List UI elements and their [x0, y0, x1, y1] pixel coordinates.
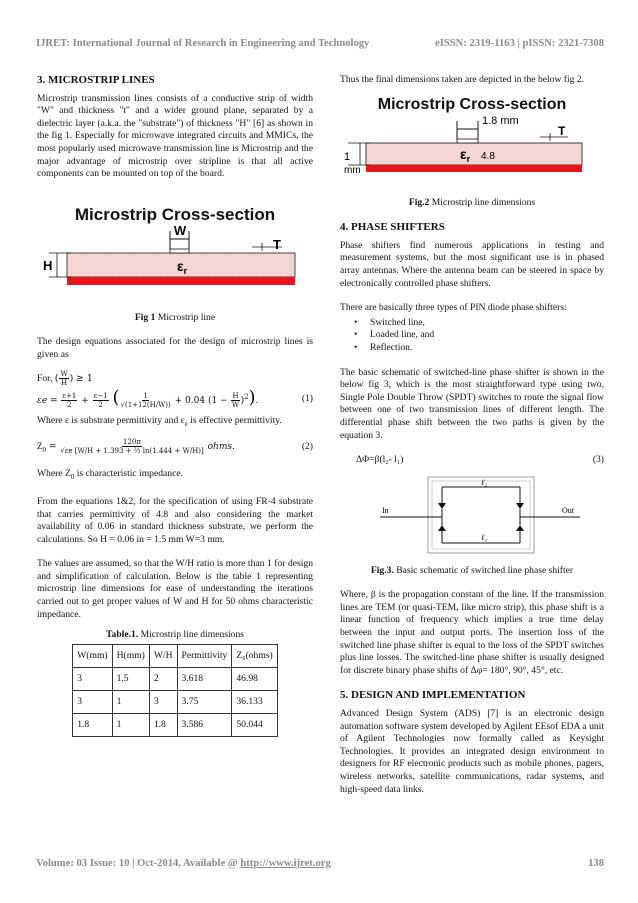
figure-2 — [340, 93, 604, 210]
fig3-in: In — [382, 505, 389, 515]
phase-shifter-types — [340, 317, 604, 355]
table-header: Permittivity — [177, 644, 232, 667]
table-cell: 1.5 — [112, 667, 149, 690]
sec4-paragraph-1: Phase shifters find numerous applications in testing and measurement systems, but the most significant use is in phased array antennas. Where the antenna beam can be steered in space by electronically controlled phase shifters. — [340, 239, 604, 289]
section-5-title: 5. DESIGN AND IMPLEMENTATION — [340, 689, 526, 702]
page-footer — [36, 858, 604, 869]
issn: eISSN: 2319-1163 | pISSN: 2321-7308 — [435, 38, 604, 49]
table-cell: 3.75 — [177, 690, 232, 713]
sec3-paragraph-2: The design equations associated for the design of microstrip lines is given as — [37, 336, 313, 360]
journal-link[interactable]: http://www.ijret.org — [240, 858, 331, 869]
figure-3 — [340, 473, 604, 578]
fig3-caption: Fig.3. Basic schematic of switched line phase shifter — [370, 564, 574, 576]
fig2-h1: 1 — [344, 150, 351, 163]
fig1-eps: $\varepsilon_r$ — [177, 257, 188, 276]
table-header: W/H — [149, 644, 177, 667]
table-cell: 46.98 — [232, 667, 277, 690]
table-header: H(mm) — [112, 644, 149, 667]
equation-1: εe = $\frac{\varepsilon+1}{2}$ + $\frac{\varepsilon-1}{2}$ ( $\frac{1}{√(1+12(H/W))}$ + 0.04 (1 − $\frac{H}{W}$ )$^2$). (1) — [37, 386, 313, 409]
table-cell: 3.618 — [177, 667, 232, 690]
table-1-caption: Table.1. Microstrip line dimensions — [106, 629, 244, 641]
page-header — [36, 38, 604, 49]
fig2-eps-value: 4.8 — [481, 150, 495, 162]
fig3-diagram — [340, 473, 604, 561]
fig2-caption: Fig.2 Microstrip line dimensions — [408, 196, 536, 208]
fig1-w-label: W — [173, 222, 187, 238]
journal-name: IJRET: International Journal of Research in Engineering and Technology — [36, 38, 370, 49]
fig1-caption: Fig 1 Microstrip line — [134, 311, 216, 323]
table-cell: 36.133 — [232, 690, 277, 713]
sec4-paragraph-3: The basic schematic of switched-line phase shifter is shown in the below fig 3, which is the most straightforward type using two, Single Pole Double Throw (SPDT) switches to route the signal flow between one of two transmission lines of different length. The differential phase shift between the two paths is given by the equation 3. — [340, 366, 604, 441]
sec3-paragraph-5: From the equations 1&2, for the specification of using FR-4 substrate that carries permittivity of 4.8 and also considering the market availability of 0.06 in standard thickness substrate, we perform the calculations. So H = 0.06 in = 1.5 mm W=3 mm. — [37, 495, 313, 545]
sec3-paragraph-6: The values are assumed, so that the W/H ratio is more than 1 for design and simplification of calculation. Below is the table 1 representing microstrip line dimensions for ease of understanding the iterations carried out to get proper values of W and H for 50 ohms characteristic impedance. — [37, 558, 313, 620]
table-row — [73, 667, 278, 690]
left-column — [37, 74, 313, 737]
equation-2: $Z_0$ = $\frac{120\pi}{\text{√εe [W/H + 1.393 + ⅔ ln(1.444 + W/H)]}}$ ohms. (2) — [37, 438, 313, 456]
fig2-eps: $\varepsilon_r$ — [460, 145, 471, 164]
fig2-w-label: 1.8 mm — [482, 114, 519, 127]
sec5-paragraph-1: Advanced Design System (ADS) [7] is an electronic design automation software system developed by Agilent EEsof EDA a unit of Agilent Technologies now formally called as Keysight Technologies. It provides an integrated design environment to designers for RF electronic products such as mobile phones, pagers, wireless networks, satellite communications, radar systems, and high-speed data links. — [340, 708, 604, 795]
table-1 — [72, 644, 278, 737]
sec4-paragraph-2: There are basically three types of PIN diode phase shifters: — [340, 302, 567, 314]
equation-3: ΔΦ=β(l₂- l₁) (3) — [356, 454, 604, 466]
table-cell: 1.8 — [149, 713, 177, 736]
list-item: • Switched line, — [370, 317, 604, 330]
table-cell: 1 — [112, 690, 149, 713]
footer-volume: Volume: 03 Issue: 10 | Oct-2014, Available @ http://www.ijret.org — [36, 858, 331, 869]
fig2-h2: mm — [344, 164, 361, 176]
table-row — [73, 713, 278, 736]
section-4-title: 4. PHASE SHIFTERS — [340, 221, 445, 234]
table-row — [73, 690, 278, 713]
list-item: • Reflection. — [370, 342, 604, 355]
fig2-diagram — [340, 93, 604, 181]
table-cell: 1 — [112, 713, 149, 736]
sec3-paragraph-3: Where ε is substrate permittivity and $\varepsilon_e$ is effective permittivity. — [37, 414, 282, 428]
table-header-row — [73, 644, 278, 667]
fig1-title: Microstrip Cross-section — [74, 204, 276, 224]
fig2-title: Microstrip Cross-section — [377, 95, 567, 113]
table-header: W(mm) — [73, 644, 112, 667]
right-column — [340, 74, 604, 796]
list-item: • Loaded line, and — [370, 329, 604, 342]
page-number: 138 — [588, 858, 604, 869]
right-paragraph-0: Thus the final dimensions taken are depicted in the below fig 2. — [340, 74, 585, 85]
fig3-l1: ℓ₁ — [481, 532, 488, 542]
table-header: Z₀(ohms) — [232, 644, 277, 667]
sec4-paragraph-4: Where, β is the propagation constant of the line. If the transmission lines are TEM (or quasi-TEM, like micro strip), this phase shift is a linear function of frequency which implies a true time delay between the input and output ports. The insertion loss of the switched line phase shifter is equal to the loss of the SPDT switches plus line losses. The switched-line phase shifter is usually designed for discrete binary phase shifts of Δφ= 180°, 90°, 45°, etc. — [340, 589, 604, 676]
sec3-paragraph-1: Microstrip transmission lines consists of a conductive strip of width "W" and thickness "t" and a wider ground plane, separated by a dielectric layer (a.k.a. the "substrate") of thickness "H" [6] as shown in the fig 1. Especially for microwave integrated circuits and MMICs, the most popularly used microwave transmission line is Microstrip and the major advantage of microstrip over stripline is that all active components can be mounted on top of the board. — [37, 92, 313, 180]
table-cell: 3.586 — [177, 713, 232, 736]
table-cell: 3 — [73, 667, 112, 690]
fig1-diagram — [37, 203, 313, 303]
table-cell: 1.8 — [73, 713, 112, 736]
sec3-paragraph-4: Where $Z_0$ is characteristic impedance. — [37, 468, 184, 482]
table-cell: 50.044 — [232, 713, 277, 736]
table-cell: 3 — [73, 690, 112, 713]
fig1-h-label: H — [43, 257, 53, 273]
fig1-t-label: T — [273, 236, 281, 252]
table-cell: 2 — [149, 667, 177, 690]
fig3-out: Out — [562, 505, 574, 515]
table-cell: 3 — [149, 690, 177, 713]
section-3-title: 3. MICROSTRIP LINES — [37, 74, 155, 86]
fig3-l2: ℓ₂ — [481, 477, 488, 487]
figure-1 — [37, 203, 313, 325]
condition-line: For, ( $\frac{W}{H}$ ) ≥ 1 — [37, 369, 93, 387]
fig2-t-label: T — [558, 123, 566, 138]
